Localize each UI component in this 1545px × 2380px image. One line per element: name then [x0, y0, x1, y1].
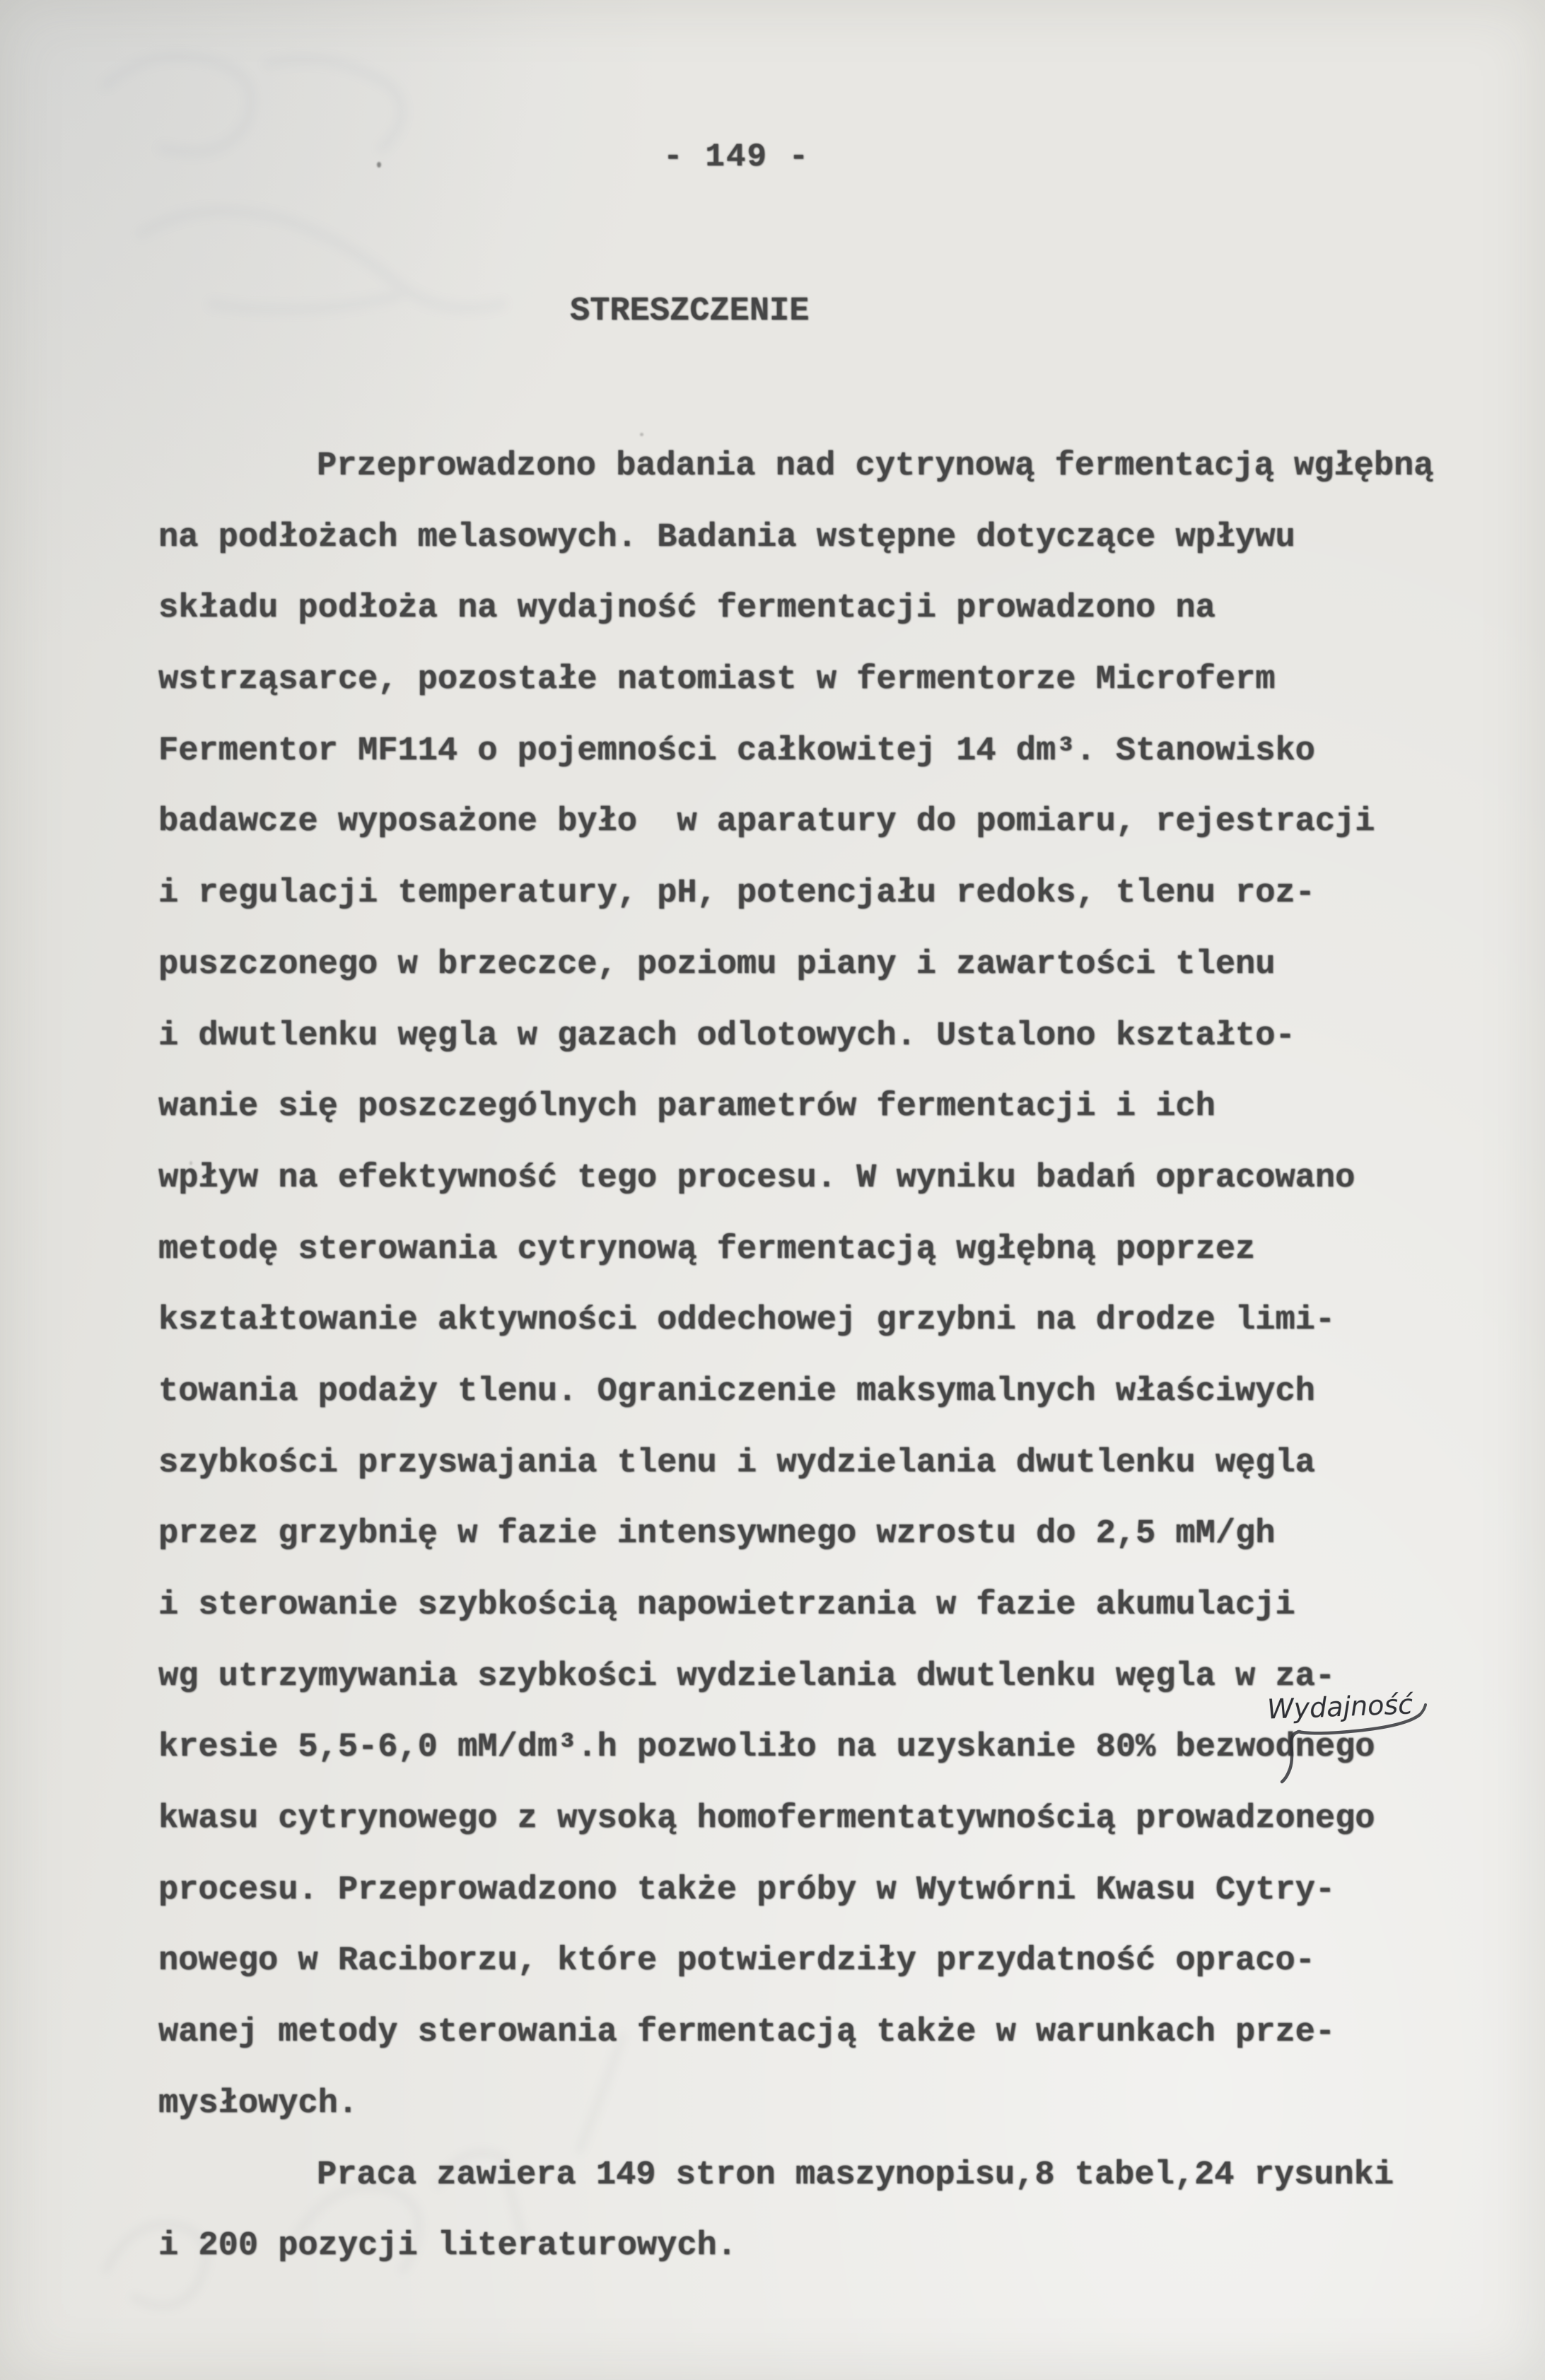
text-line: kwasu cytrynowego z wysoką homofermentatywnością prowadzonego [158, 1800, 1375, 1838]
text-line: badawcze wyposażone było w aparatury do pomiaru, rejestracji [158, 803, 1375, 841]
text-line: i dwutlenku węgla w gazach odlotowych. Ustalono kształto- [158, 1017, 1295, 1055]
text-line: wanej metody sterowania fermentacją także w warunkach prze- [158, 2014, 1336, 2052]
text-line: procesu. Przeprowadzono także próby w Wytwórni Kwasu Cytry- [158, 1871, 1336, 1909]
text-line: kształtowanie aktywności oddechowej grzybni na drodze limi- [158, 1302, 1336, 1340]
text-line: Praca zawiera 149 stron maszynopisu,8 tabel,24 rysunki [317, 2156, 1394, 2194]
text-line: mysłowych. [158, 2084, 358, 2123]
text-line: przez grzybnię w fazie intensywnego wzrostu do 2,5 mM/gh [158, 1515, 1276, 1553]
ink-speck [640, 433, 643, 436]
handwritten-annotation: Wydajność [1266, 1688, 1413, 1725]
text-line: i regulacji temperatury, pH, potencjału redoks, tlenu roz- [158, 875, 1315, 913]
text-line: składu podłoża na wydajność fermentacji prowadzono na [158, 590, 1215, 628]
text-line: i 200 pozycji literaturowych. [158, 2227, 737, 2265]
text-line: Fermentor MF114 o pojemności całkowitej 14 dm³. Stanowisko [158, 732, 1315, 770]
text-line: szybkości przyswajania tlenu i wydzielania dwutlenku węgla [158, 1444, 1315, 1482]
text-line: towania podaży tlenu. Ograniczenie maksymalnych właściwych [158, 1372, 1315, 1411]
text-line: wg utrzymywania szybkości wydzielania dwutlenku węgla w za- [158, 1657, 1336, 1696]
page-title: STRESZCZENIE [570, 293, 810, 330]
text-line: Przeprowadzono badania nad cytrynową fermentacją wgłębną [317, 448, 1434, 485]
page-number: - 149 - [663, 139, 810, 175]
text-line: wpływ na efektywność tego procesu. W wyniku badań opracowano [158, 1159, 1355, 1197]
text-line: wstrząsarce, pozostałe natomiast w fermentorze Microferm [158, 661, 1276, 699]
text-line: metodę sterowania cytrynową fermentacją wgłębną poprzez [158, 1230, 1256, 1268]
body-text [158, 431, 1433, 2282]
text-line: nowego w Raciborzu, które potwierdziły przydatność opraco- [158, 1942, 1315, 1981]
text-line: na podłożach melasowych. Badania wstępne dotyczące wpływu [158, 518, 1295, 556]
text-line: i sterowanie szybkością napowietrzania w fazie akumulacji [158, 1587, 1295, 1624]
ink-speck [377, 162, 381, 168]
ink-speck [190, 1161, 192, 1165]
text-line: wanie się poszczególnych parametrów fermentacji i ich [158, 1088, 1215, 1126]
text-line: kresie 5,5-6,0 mM/dm³.h pozwoliło na uzyskanie 80% bezwodnego [158, 1729, 1375, 1767]
text-line: puszczonego w brzeczce, poziomu piany i zawartości tlenu [158, 945, 1276, 984]
